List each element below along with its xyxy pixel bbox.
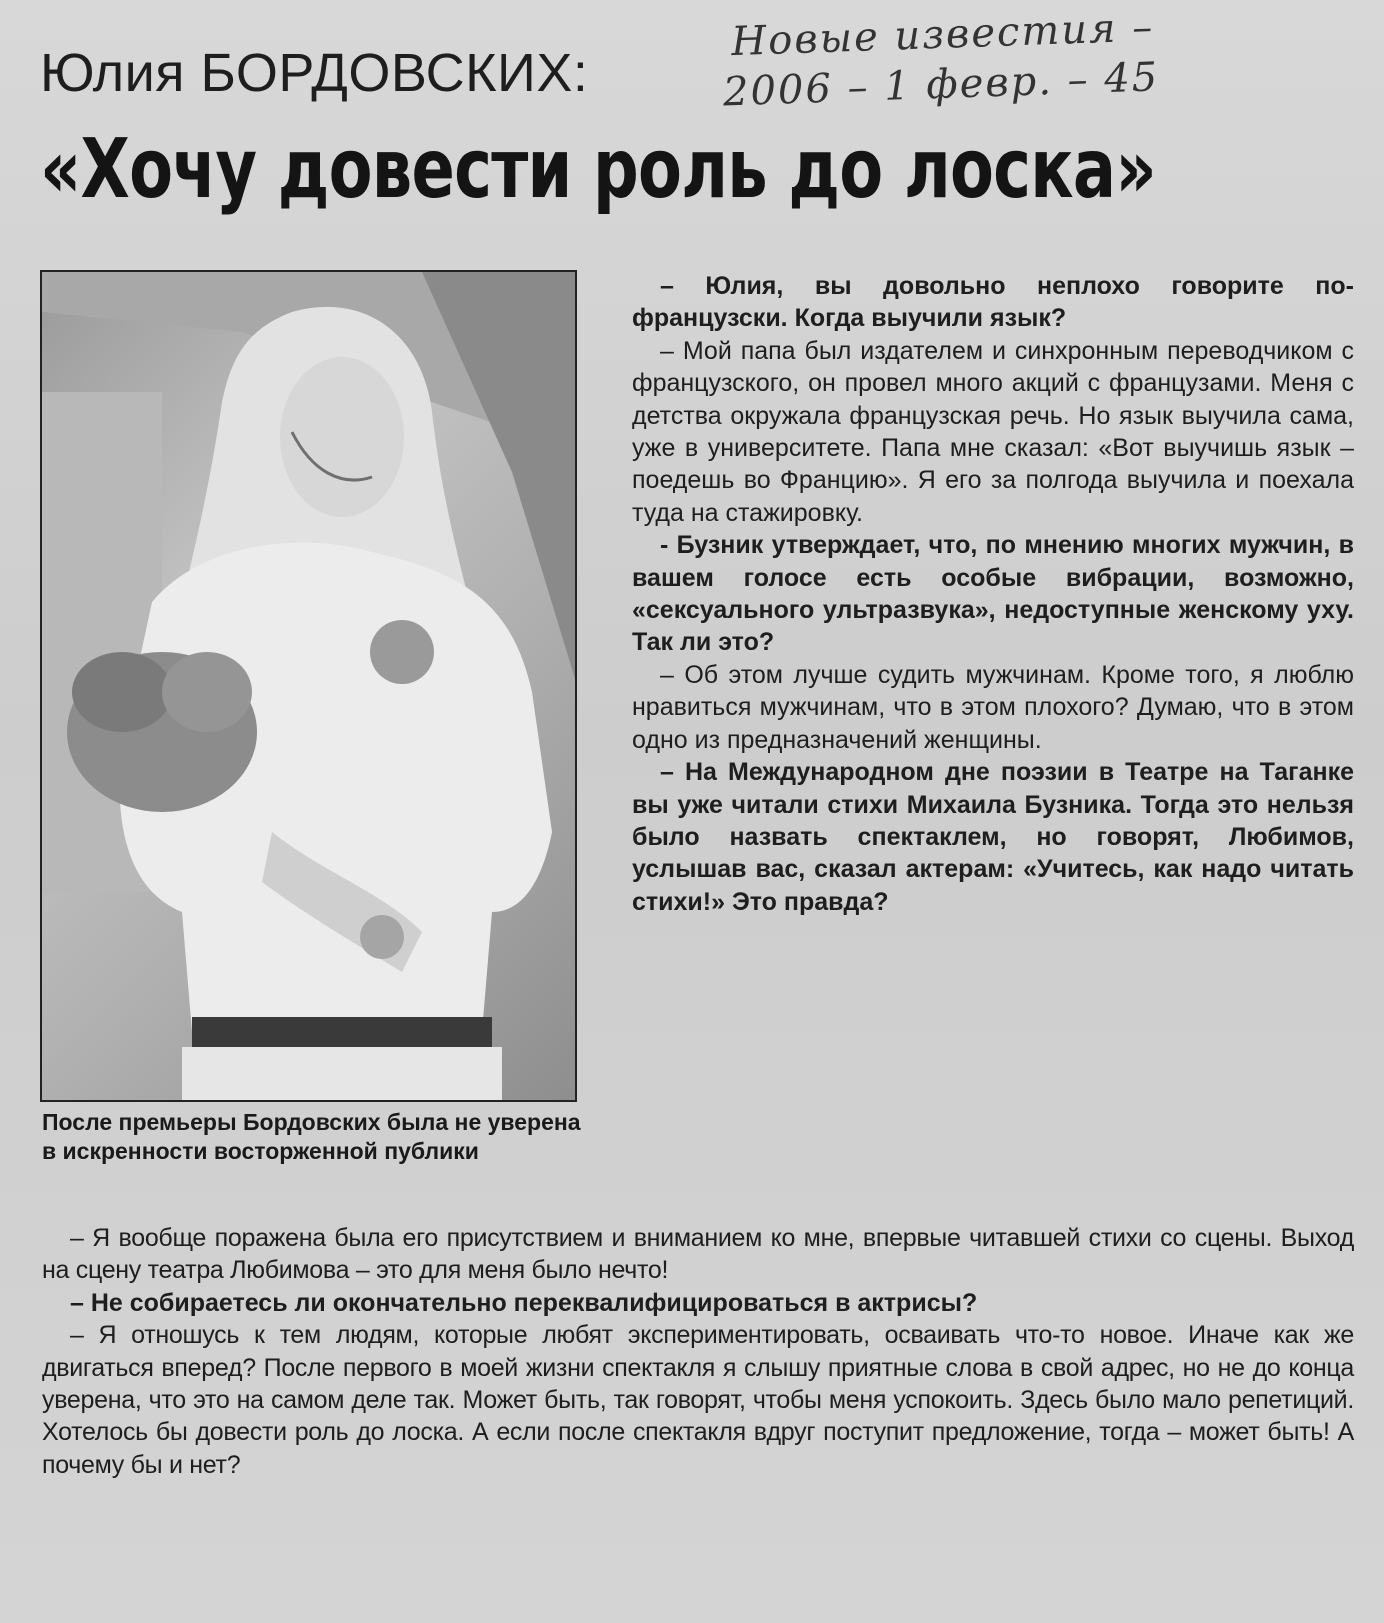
interview-question: – Не собираетесь ли окончательно переквалифицироваться в актрисы? [70, 1288, 978, 1317]
handwritten-note-line-2: 2006 – 1 февр. – 45 [722, 54, 1160, 116]
bottom-full-width-text [42, 1222, 1354, 1481]
photo-illustration [42, 272, 577, 1102]
handwritten-source-note [722, 0, 1373, 117]
interview-question: - Бузник утверждает, что, по мнению многих мужчин, в вашем голосе есть особые вибрации, возможно, «сексуального ультразвука», недоступные женскому уху. Так ли это? [632, 531, 1354, 657]
right-column [632, 270, 1354, 918]
interview-answer: – Я вообще поражена была его присутствием и вниманием ко мне, впервые читавшей стихи со сцены. Выход на сцену театра Любимова – это для меня было нечто! [42, 1224, 1354, 1285]
handwritten-note-line-1: Новые известия – [730, 4, 1155, 66]
article-kicker: Юлия БОРДОВСКИХ: [40, 43, 589, 103]
interview-question: – Юлия, вы довольно неплохо говорите по-французски. Когда выучили язык? [632, 272, 1354, 333]
article-headline: «Хочу довести роль до лоска» [40, 122, 1156, 217]
interview-answer: – Я отношусь к тем людям, которые любят экспериментировать, осваивать что-то новое. Иначе как же двигаться вперед? После первого в моей жизни спектакля я слышу приятные слова в свой адрес, но не до конца уверена, что это на самом деле так. Может быть, так говорят, чтобы меня успокоить. Здесь было мало репетиций. Хотелось бы довести роль до лоска. А если после спектакля вдруг поступит предложение, тогда – может быть! А почему бы и нет? [42, 1321, 1354, 1479]
photo-caption: После премьеры Бордовских была не уверена в искренности восторженной публики [42, 1109, 581, 1164]
interview-question: – На Международном дне поэзии в Театре на Таганке вы уже читали стихи Михаила Бузника. Тогда это нельзя было назвать спектаклем, но говорят, Любимов, услышав вас, сказал актерам: «Учитесь, как надо читать стихи!» Это правда? [632, 758, 1354, 916]
interview-answer: – Мой папа был издателем и синхронным переводчиком с французского, он провел много акций с французами. Меня с детства окружала французская речь. Но язык выучила сама, уже в университете. Папа мне сказал: «Вот выучишь язык – поедешь во Францию». Я его за полгода выучила и поехала туда на стажировку. [632, 336, 1354, 527]
interview-answer: – Об этом лучше судить мужчинам. Кроме того, я люблю нравиться мужчинам, что в этом плохого? Думаю, что в этом одно из предназначений женщины. [632, 660, 1354, 754]
article-photo [40, 270, 577, 1102]
